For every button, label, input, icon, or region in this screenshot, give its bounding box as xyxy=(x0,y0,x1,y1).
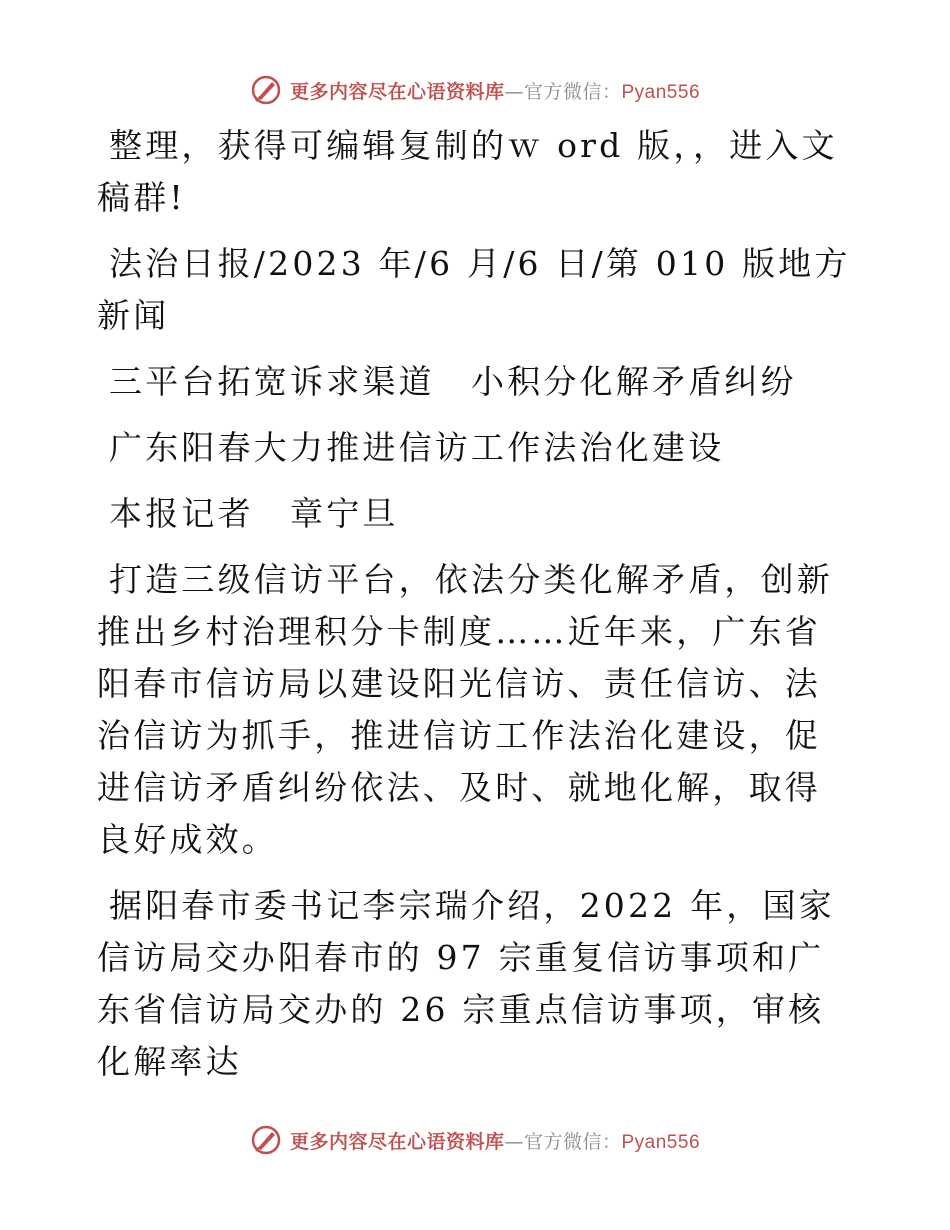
quill-logo-icon xyxy=(250,74,282,106)
headline: 三平台拓宽诉求渠道 小积分化解矛盾纠纷 xyxy=(109,362,797,401)
watermark-footer xyxy=(0,1120,950,1160)
quill-logo-icon xyxy=(250,1124,282,1156)
watermark-text: 更多内容尽在心语资料库—官方微信：Pyan556 xyxy=(289,1130,701,1153)
document-body xyxy=(97,120,852,1102)
watermark-header xyxy=(0,70,950,110)
body-paragraph: 据阳春市委书记李宗瑞介绍，2022 年，国家信访局交办阳春市的 97 宗重复信访事项和广东省信访局交办的 26 宗重点信访事项，审核化解率达 xyxy=(97,886,835,1081)
intro-line: 整理，获得可编辑复制的ｗ ord 版，，进入文稿群! xyxy=(97,126,838,217)
subheadline: 广东阳春大力推进信访工作法治化建设 xyxy=(109,428,725,467)
watermark-text: 更多内容尽在心语资料库—官方微信：Pyan556 xyxy=(289,80,701,103)
body-paragraph: 打造三级信访平台，依法分类化解矛盾，创新推出乡村治理积分卡制度……近年来，广东省阳春市信访局以建设阳光信访、责任信访、法治信访为抓手，推进信访工作法治化建设，促进信访矛盾纠纷依法、及时、就地化解，取得良好成效。 xyxy=(97,560,833,859)
byline: 本报记者 章宁旦 xyxy=(109,494,399,533)
source-line: 法治日报/2023 年/6 月/6 日/第 010 版地方新闻 xyxy=(97,244,851,335)
